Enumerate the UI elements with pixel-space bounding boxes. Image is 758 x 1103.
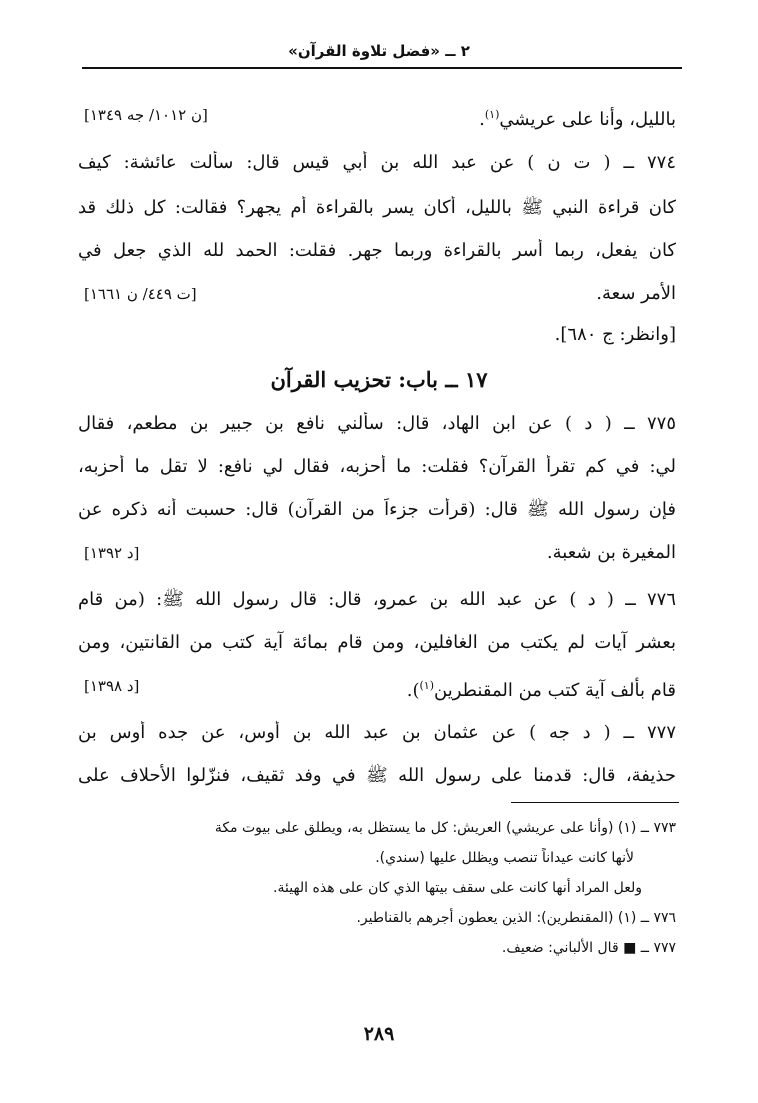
header-rule — [82, 67, 682, 69]
line-tail: . — [479, 109, 485, 130]
text-line — [78, 196, 676, 220]
line-text: كان قراءة النبي ﷺ بالليل، أكان يسر بالقراءة أم يجهر؟ فقالت: كل ذلك قد — [78, 197, 676, 218]
footnote-line: لأنها كانت عيداناً تنصب ويظلل عليها (سندي). — [375, 850, 634, 866]
text-line — [78, 764, 676, 788]
line-text: ٧٧٧ ــ ( د جه ) عن عثمان بن عبد الله بن أوس، عن جده أوس بن — [78, 722, 676, 743]
running-header: ٢ ــ «فضل تلاوة القرآن» — [288, 42, 470, 60]
hadith-reference: [د ١٣٩٨] — [84, 677, 140, 695]
line-text: [وانظر: ج ٦٨٠]. — [554, 324, 676, 345]
text-line — [78, 674, 676, 703]
line-tail: ). — [406, 680, 420, 701]
line-text: لي: في كم تقرأ القرآن؟ فقلت: ما أحزبه، فقال لي نافع: لا تقل ما أحزبه، — [78, 456, 676, 477]
text-line — [78, 498, 676, 522]
line-text: بالليل، وأنا على عريشي — [499, 109, 676, 130]
footnote-marker: (١) — [419, 679, 435, 692]
footnote-rule — [511, 802, 679, 803]
chapter-heading: ١٧ ــ باب: تحزيب القرآن — [270, 367, 488, 392]
footnote-line: ٧٧٦ ــ (١) (المقنطرين): الذين يعطون أجرهم بالقناطير. — [356, 910, 676, 926]
text-line — [78, 239, 676, 263]
page-number: ٢٨٩ — [363, 1023, 395, 1045]
text-line — [78, 721, 676, 745]
hadith-reference: [ت ٤٤٩/ ن ١٦٦١] — [84, 285, 197, 303]
line-text: حذيفة، قال: قدمنا على رسول الله ﷺ في وفد ثقيف، فنزّلوا الأحلاف على — [78, 765, 676, 786]
text-line — [78, 541, 676, 565]
text-line — [78, 412, 676, 436]
text-line — [78, 588, 676, 612]
line-text: المغيرة بن شعبة. — [546, 542, 676, 563]
footnote-line: ٧٧٣ ــ (١) (وأنا على عريشي) العريش: كل ما يستظل به، ويطلق على بيوت مكة — [214, 820, 676, 836]
hadith-reference: [ن ١٠١٢/ جه ١٣٤٩] — [84, 106, 208, 124]
line-text: ٧٧٥ ــ ( د ) عن ابن الهاد، قال: سألني نافع بن جبير بن مطعم، فقال — [78, 413, 676, 434]
footnote-line: ٧٧٧ ــ ■ قال الألباني: ضعيف. — [501, 940, 676, 956]
text-line — [78, 455, 676, 479]
text-line — [78, 323, 676, 347]
hadith-reference: [د ١٣٩٢] — [84, 544, 140, 562]
line-text: بعشر آيات لم يكتب من الغافلين، ومن قام بمائة آية كتب من القانتين، ومن — [78, 632, 676, 653]
line-text: فإن رسول الله ﷺ قال: (قرأت جزءاً من القرآن) قال: حسبت أنه ذكره عن — [78, 499, 676, 520]
line-text: كان يفعل، ربما أسر بالقراءة وربما جهر. فقلت: الحمد لله الذي جعل في — [78, 240, 676, 261]
line-text: ٧٧٤ ــ ( ت ن ) عن عبد الله بن أبي قيس قال: سألت عائشة: كيف — [78, 152, 676, 173]
text-line — [78, 631, 676, 655]
footnote-line: ولعل المراد أنها كانت على سقف بيتها الذي كان على هذه الهيئة. — [273, 880, 642, 896]
line-text: قام بألف آية كتب من المقنطرين — [434, 680, 676, 701]
line-text: ٧٧٦ ــ ( د ) عن عبد الله بن عمرو، قال: قال رسول الله ﷺ: (من قام — [78, 589, 676, 610]
footnote-marker: (١) — [484, 108, 500, 121]
line-text: الأمر سعة. — [596, 283, 676, 304]
text-line — [78, 151, 676, 175]
